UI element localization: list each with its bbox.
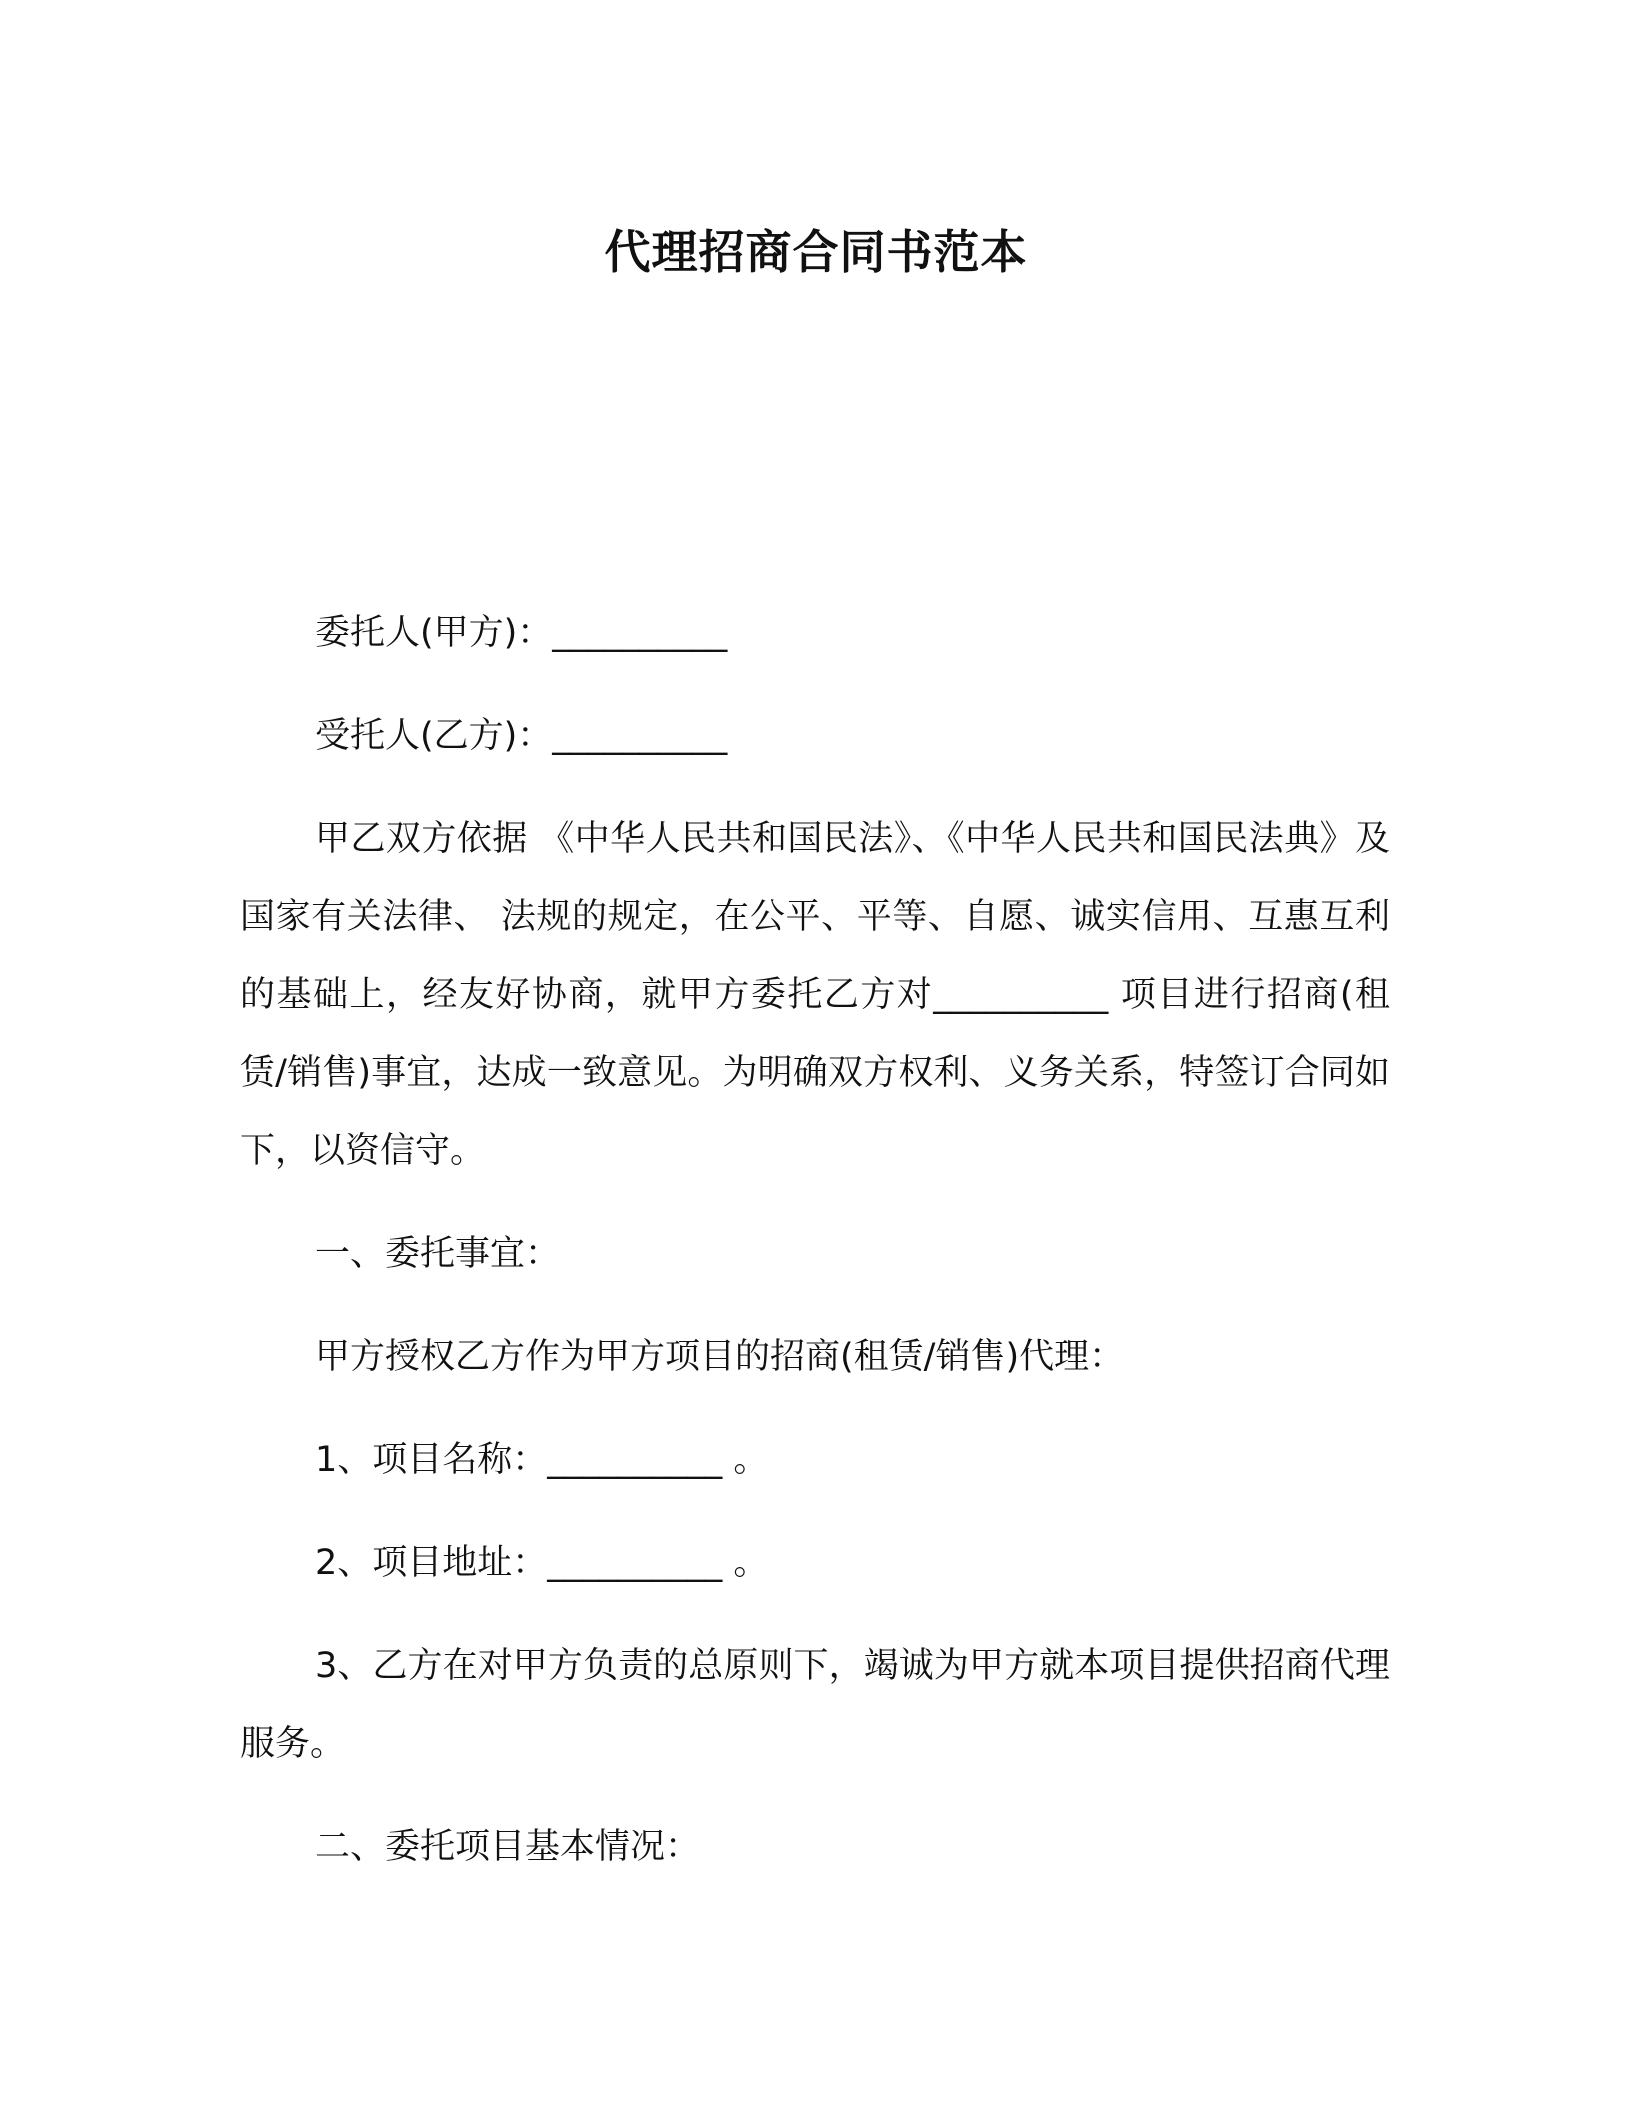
section-1-heading: 一、委托事宜： [315,1234,561,1274]
section-2-heading: 二、委托项目基本情况： [315,1827,701,1867]
item-project-name: 1、项目名称：__________ 。 [315,1440,769,1480]
item-service-commitment: 3、乙方在对甲方负责的总原则下，竭诚为甲方就本项目提供招商代理服务。 [240,1646,1390,1764]
item-project-address: 2、项目地址：__________ 。 [315,1543,769,1583]
preamble-paragraph: 甲乙双方依据 《中华人民共和国民法》、《中华人民共和国民法典》及国家有关法律、 法规的规定，在公平、平等、自愿、诚实信用、互惠互利的基础上，经友好协商，就甲方委托乙方对__________ 项目进行招商(租赁/销售)事宜，达成一致意见。为明确双方权利、义务关系，特签订合同如下，以资信守。 [240,819,1390,1171]
authorization-paragraph: 甲方授权乙方作为甲方项目的招商(租赁/销售)代理： [315,1337,1125,1377]
party-b-line: 受托人(乙方)：__________ [315,716,728,756]
document-body [240,594,1390,1911]
document-title: 代理招商合同书范本 [604,225,1028,279]
party-a-line: 委托人(甲方)：__________ [315,613,728,653]
